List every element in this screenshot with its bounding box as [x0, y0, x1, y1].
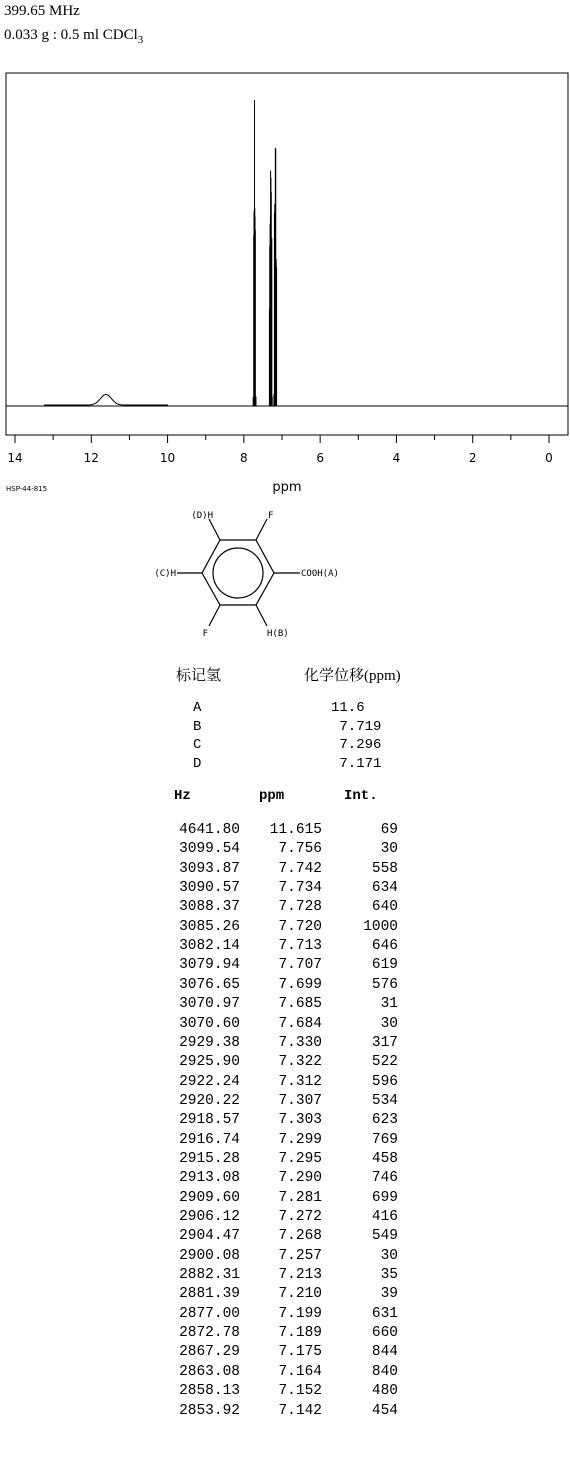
- peak-hz: 2920.22: [179, 1092, 240, 1109]
- peak-hz: 3070.60: [179, 1015, 240, 1032]
- peak-int: 454: [371, 1402, 398, 1419]
- sample-concentration-text: 0.033 g : 0.5 ml CDCl: [4, 27, 138, 43]
- peak-int: 619: [371, 957, 398, 974]
- table-row: [0, 957, 570, 973]
- peak-int: 840: [371, 1363, 398, 1380]
- peak-int: 640: [371, 899, 398, 916]
- peak-ppm: 7.728: [278, 899, 322, 916]
- table-row: [0, 1383, 570, 1399]
- peak-hz: 2915.28: [179, 1150, 240, 1167]
- peak-hz: 2867.29: [179, 1344, 240, 1361]
- peak-ppm: 7.734: [278, 880, 322, 897]
- peak-ppm: 7.210: [278, 1286, 322, 1303]
- peak-hz: 3076.65: [179, 976, 240, 993]
- peak-int: 416: [371, 1209, 398, 1225]
- x-tick-label: 14: [7, 451, 23, 465]
- peak-hz: 3070.97: [179, 996, 240, 1013]
- peak-int: 35: [380, 1267, 398, 1284]
- peak-hz: 3090.57: [179, 880, 240, 897]
- peak-header-int: Int.: [344, 788, 378, 804]
- peak-int: 596: [371, 1073, 398, 1090]
- sample-concentration: [4, 26, 143, 49]
- peak-ppm: 7.295: [278, 1150, 322, 1167]
- table-row: [0, 1209, 570, 1225]
- label-cooh: COOH(A): [301, 569, 339, 579]
- table-row: [0, 1054, 570, 1070]
- peak-hz: 2918.57: [179, 1112, 240, 1129]
- peak-hz: 4641.80: [179, 822, 240, 838]
- peak-int: 558: [371, 860, 398, 877]
- peak-ppm: 7.699: [278, 976, 322, 993]
- x-tick-label: 12: [83, 451, 99, 465]
- peak-int: 69: [380, 822, 398, 838]
- peak-ppm: 7.257: [278, 1247, 322, 1264]
- peak-ppm: 7.175: [278, 1344, 322, 1361]
- peak-header-ppm: ppm: [259, 788, 285, 804]
- peak-hz: 3085.26: [179, 918, 240, 935]
- peak-hz: 3082.14: [179, 938, 240, 955]
- table-row: [0, 1403, 570, 1419]
- table-row: [0, 1364, 570, 1380]
- peak-int: 660: [371, 1325, 398, 1342]
- table-row: [0, 899, 570, 915]
- peak-ppm: 7.330: [278, 1034, 322, 1051]
- peak-int: 30: [380, 1247, 398, 1264]
- table-row: [0, 1190, 570, 1206]
- assignment-header-shift: 化学位移(ppm): [304, 668, 401, 684]
- peak-ppm: 7.684: [278, 1015, 322, 1032]
- table-row: [0, 1170, 570, 1186]
- peak-int: 699: [371, 1189, 398, 1206]
- peak-ppm: 7.189: [278, 1325, 322, 1342]
- peak-ppm: 7.742: [278, 860, 322, 877]
- bond-hb: [256, 605, 267, 626]
- peak-ppm: 7.685: [278, 996, 322, 1013]
- spectrum-code: HSP-44-815: [6, 485, 48, 493]
- peak-int: 634: [371, 880, 398, 897]
- molecule-structure: [120, 505, 380, 640]
- peak-ppm: 7.199: [278, 1305, 322, 1322]
- peak-ppm: 7.720: [278, 918, 322, 935]
- peak-hz: 2906.12: [179, 1209, 240, 1225]
- peak-int: 844: [371, 1344, 398, 1361]
- peak-hz: 2872.78: [179, 1325, 240, 1342]
- x-tick-label: 6: [316, 451, 324, 465]
- table-row: [0, 1286, 570, 1302]
- peak-hz: 3088.37: [179, 899, 240, 916]
- peak-hz: 2858.13: [179, 1383, 240, 1400]
- nmr-spectrum-chart: [0, 70, 570, 502]
- table-row: [0, 1228, 570, 1244]
- label-f-bottom: F: [202, 629, 208, 639]
- peak-ppm: 7.272: [278, 1209, 322, 1225]
- peak-int: 31: [380, 996, 398, 1013]
- peak-ppm: 7.303: [278, 1112, 322, 1129]
- peak-ppm: 7.713: [278, 938, 322, 955]
- x-tick-label: 10: [159, 451, 176, 465]
- peak-ppm: 7.152: [278, 1383, 322, 1400]
- peak-int: 1000: [363, 918, 398, 935]
- label-ch: (C)H: [154, 569, 176, 579]
- x-tick-label: 2: [468, 451, 477, 465]
- x-tick-label: 0: [545, 451, 553, 465]
- peak-int: 480: [371, 1383, 398, 1400]
- peak-hz: 2916.74: [179, 1131, 240, 1148]
- table-row: [0, 996, 570, 1012]
- peak-hz: 2900.08: [179, 1247, 240, 1264]
- peak-int: 746: [371, 1170, 398, 1187]
- peak-hz: 3099.54: [179, 841, 240, 858]
- aromatic-circle: [213, 548, 263, 598]
- spectrum-peaks: [44, 100, 277, 406]
- peak-int: 576: [371, 976, 398, 993]
- table-row: [0, 1248, 570, 1264]
- table-row: [0, 1132, 570, 1148]
- assignment-row: [0, 737, 570, 753]
- peak-hz: 2904.47: [179, 1228, 240, 1245]
- peak-ppm: 7.164: [278, 1363, 322, 1380]
- label-f-top: F: [268, 511, 274, 521]
- x-axis-ticks: [7, 435, 552, 465]
- table-row: [0, 1325, 570, 1341]
- peak-hz: 3079.94: [179, 957, 240, 974]
- table-row: [0, 1112, 570, 1128]
- assignment-shift: 7.719: [331, 718, 382, 735]
- table-row: [0, 1344, 570, 1360]
- table-row: [0, 880, 570, 896]
- table-row: [0, 1151, 570, 1167]
- bond-f-bottom: [209, 605, 220, 626]
- peak-int: 769: [371, 1131, 398, 1148]
- table-row: [0, 1074, 570, 1090]
- peak-int: 30: [380, 1015, 398, 1032]
- assignment-label: A: [193, 700, 202, 716]
- assignment-shift: 7.171: [331, 755, 382, 772]
- peak-hz: 2882.31: [179, 1267, 240, 1284]
- bond-dh: [209, 519, 220, 540]
- assignment-shift: 7.296: [331, 737, 382, 753]
- sample-concentration-subscript: 3: [137, 34, 144, 46]
- peak-hz: 2881.39: [179, 1286, 240, 1303]
- x-tick-label: 8: [240, 451, 248, 465]
- table-row: [0, 1306, 570, 1322]
- assignment-shift: 11.6: [331, 700, 365, 716]
- peak-ppm: 7.707: [278, 957, 322, 974]
- peak-int: 549: [371, 1228, 398, 1245]
- peak-hz: 2853.92: [179, 1402, 240, 1419]
- table-row: [0, 1093, 570, 1109]
- label-hb: H(B): [267, 629, 289, 639]
- x-tick-label: 4: [392, 451, 401, 465]
- assignment-label: B: [193, 718, 202, 735]
- peak-ppm: 7.281: [278, 1189, 322, 1206]
- peak-ppm: 7.213: [278, 1267, 322, 1284]
- peak-ppm: 7.756: [278, 841, 322, 858]
- assignment-label: D: [193, 755, 202, 772]
- peak-table-header: [0, 788, 570, 806]
- table-row: [0, 977, 570, 993]
- peak-hz: 3093.87: [179, 860, 240, 877]
- peak-int: 39: [380, 1286, 398, 1303]
- peak-hz: 2877.00: [179, 1305, 240, 1322]
- peak-ppm: 7.322: [278, 1054, 322, 1071]
- table-row: [0, 1035, 570, 1051]
- label-dh: (D)H: [191, 511, 213, 521]
- peak-ppm: 7.142: [278, 1402, 322, 1419]
- peak-ppm: 11.615: [269, 822, 322, 838]
- plot-frame: [6, 73, 568, 435]
- peak-hz: 2913.08: [179, 1170, 240, 1187]
- table-row: [0, 822, 570, 838]
- peak-hz: 2929.38: [179, 1034, 240, 1051]
- peak-int: 522: [371, 1054, 398, 1071]
- peak-ppm: 7.307: [278, 1092, 322, 1109]
- table-row: [0, 1267, 570, 1283]
- table-row: [0, 919, 570, 935]
- peak-ppm: 7.299: [278, 1131, 322, 1148]
- peak-hz: 2909.60: [179, 1189, 240, 1206]
- x-axis-label: ppm: [272, 480, 302, 495]
- peak-header-hz: Hz: [174, 788, 191, 804]
- peak-hz: 2863.08: [179, 1363, 240, 1380]
- table-row: [0, 841, 570, 857]
- peak-int: 317: [371, 1034, 398, 1051]
- table-row: [0, 938, 570, 954]
- peak-int: 458: [371, 1150, 398, 1167]
- bond-f-top: [256, 519, 267, 540]
- table-row: [0, 861, 570, 877]
- peak-int: 534: [371, 1092, 398, 1109]
- assignment-label: C: [193, 737, 202, 753]
- peak-hz: 2922.24: [179, 1073, 240, 1090]
- broad-peak-cooh: [44, 394, 168, 405]
- peak-hz: 2925.90: [179, 1054, 240, 1071]
- peak-ppm: 7.268: [278, 1228, 322, 1245]
- peak-int: 646: [371, 938, 398, 955]
- assignment-row: [0, 756, 570, 772]
- assignment-row: [0, 719, 570, 735]
- peak-int: 631: [371, 1305, 398, 1322]
- peak-int: 623: [371, 1112, 398, 1129]
- spectrometer-frequency: 399.65 MHz: [4, 3, 80, 19]
- peak-ppm: 7.290: [278, 1170, 322, 1187]
- assignment-header-label: 标记氢: [176, 668, 222, 684]
- table-row: [0, 1016, 570, 1032]
- peak-ppm: 7.312: [278, 1073, 322, 1090]
- assignment-row: [0, 700, 570, 716]
- peak-int: 30: [380, 841, 398, 858]
